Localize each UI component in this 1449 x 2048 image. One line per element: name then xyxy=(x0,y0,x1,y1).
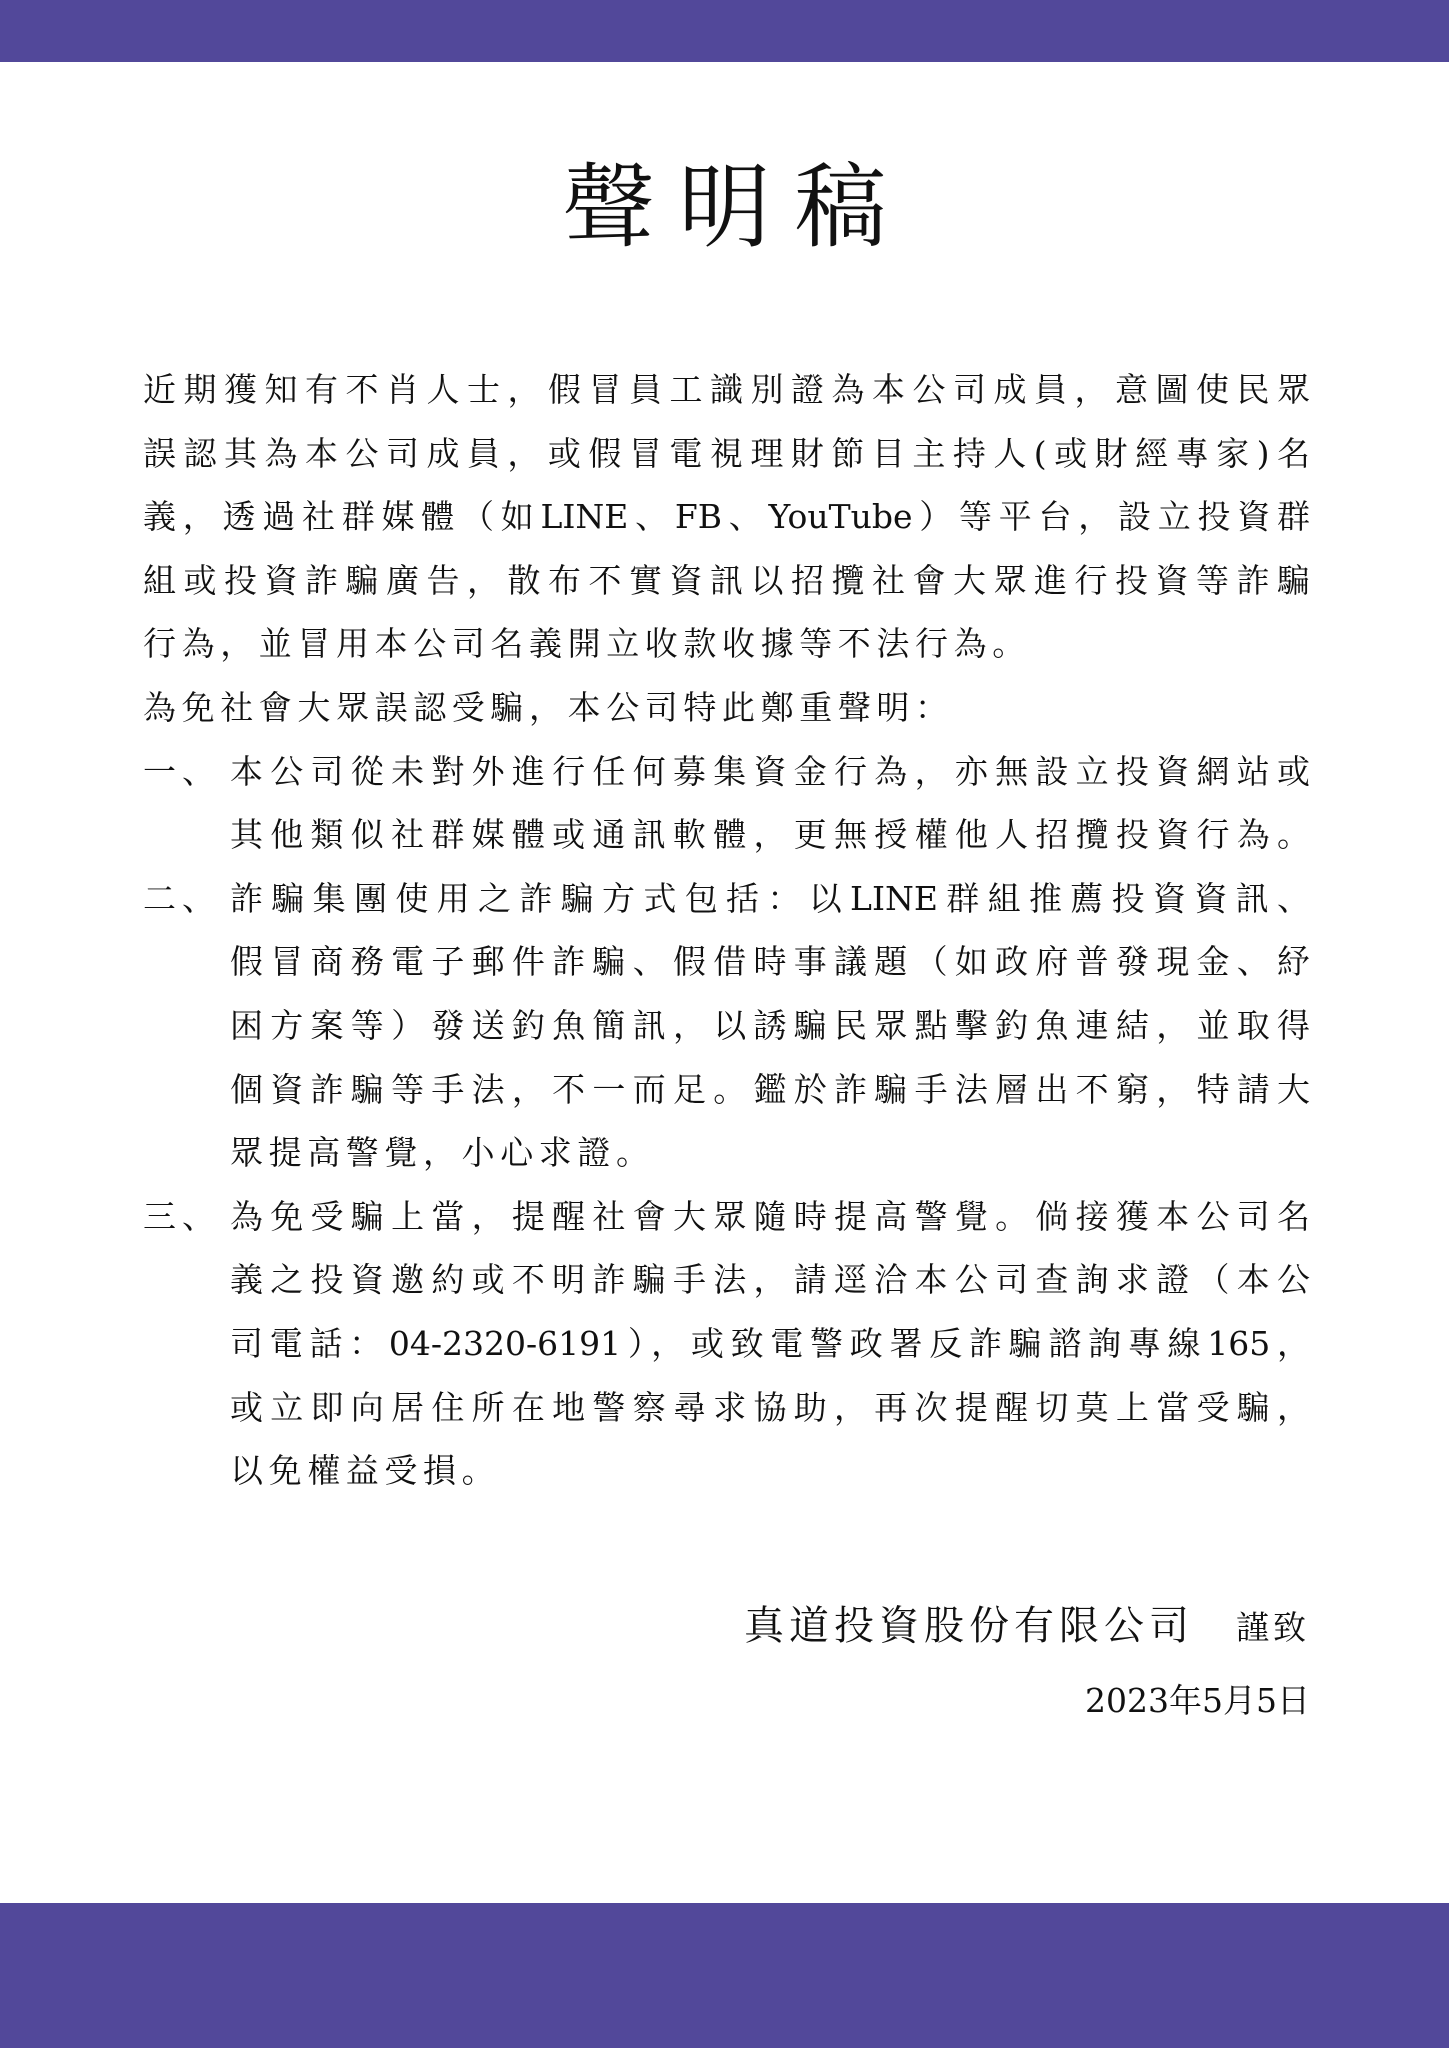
intro-line: 組或投資詐騙廣告，散布不實資訊以招攬社會大眾進行投資等詐騙 xyxy=(143,560,1310,600)
footer-band xyxy=(0,1903,1449,2048)
document-date: 2023年5月5日 xyxy=(1085,1681,1310,1720)
declaration-item-1 xyxy=(143,740,1310,867)
intro-paragraph xyxy=(143,358,1310,676)
regards-text: 謹致 xyxy=(1236,1608,1310,1647)
item-marker: 二、 xyxy=(143,878,221,918)
item-text xyxy=(230,1185,1310,1503)
lead-statement: 為免社會大眾誤認受騙，本公司特此鄭重聲明： xyxy=(143,687,954,727)
header-band xyxy=(0,0,1449,62)
intro-line: 義，透過社群媒體（如LINE、FB、YouTube）等平台，設立投資群 xyxy=(143,497,1310,537)
item-line: 其他類似社群媒體或通訊軟體，更無授權他人招攬投資行為。 xyxy=(230,815,1310,855)
item-line: 個資詐騙等手法，不一而足。鑑於詐騙手法層出不窮，特請大 xyxy=(230,1069,1310,1109)
declaration-item-3 xyxy=(143,1185,1310,1503)
item-line: 詐騙集團使用之詐騙方式包括：以LINE群組推薦投資資訊、 xyxy=(230,878,1310,918)
document-title: 聲明稿 xyxy=(562,154,911,261)
item-line: 為免受騙上當，提醒社會大眾隨時提高警覺。倘接獲本公司名 xyxy=(230,1196,1310,1236)
intro-line: 行為，並冒用本公司名義開立收款收據等不法行為。 xyxy=(143,624,1031,664)
item-text xyxy=(230,740,1310,867)
item-line: 困方案等）發送釣魚簡訊，以誘騙民眾點擊釣魚連結，並取得 xyxy=(230,1005,1310,1045)
signature-line xyxy=(700,1594,1310,1658)
item-marker: 三、 xyxy=(143,1196,221,1236)
item-marker: 一、 xyxy=(143,751,221,791)
item-text xyxy=(230,867,1310,1185)
item-line: 以免權益受損。 xyxy=(230,1451,501,1491)
intro-line: 誤認其為本公司成員，或假冒電視理財節目主持人(或財經專家)名 xyxy=(143,433,1310,473)
company-name: 真道投資股份有限公司 xyxy=(744,1603,1194,1649)
item-line: 本公司從未對外進行任何募集資金行為，亦無設立投資網站或 xyxy=(230,751,1310,791)
item-line: 眾提高警覺，小心求證。 xyxy=(230,1133,655,1173)
item-line: 義之投資邀約或不明詐騙手法，請逕洽本公司查詢求證（本公 xyxy=(230,1260,1310,1300)
item-line: 或立即向居住所在地警察尋求協助，再次提醒切莫上當受騙， xyxy=(230,1387,1310,1427)
declaration-item-2 xyxy=(143,867,1310,1185)
document-body xyxy=(143,358,1310,1503)
declaration-list xyxy=(143,740,1310,1503)
item-line: 假冒商務電子郵件詐騙、假借時事議題（如政府普發現金、紓 xyxy=(230,942,1310,982)
intro-line: 近期獲知有不肖人士，假冒員工識別證為本公司成員，意圖使民眾 xyxy=(143,370,1310,409)
item-line: 司電話：04-2320-6191），或致電警政署反詐騙諮詢專線165， xyxy=(230,1323,1310,1363)
